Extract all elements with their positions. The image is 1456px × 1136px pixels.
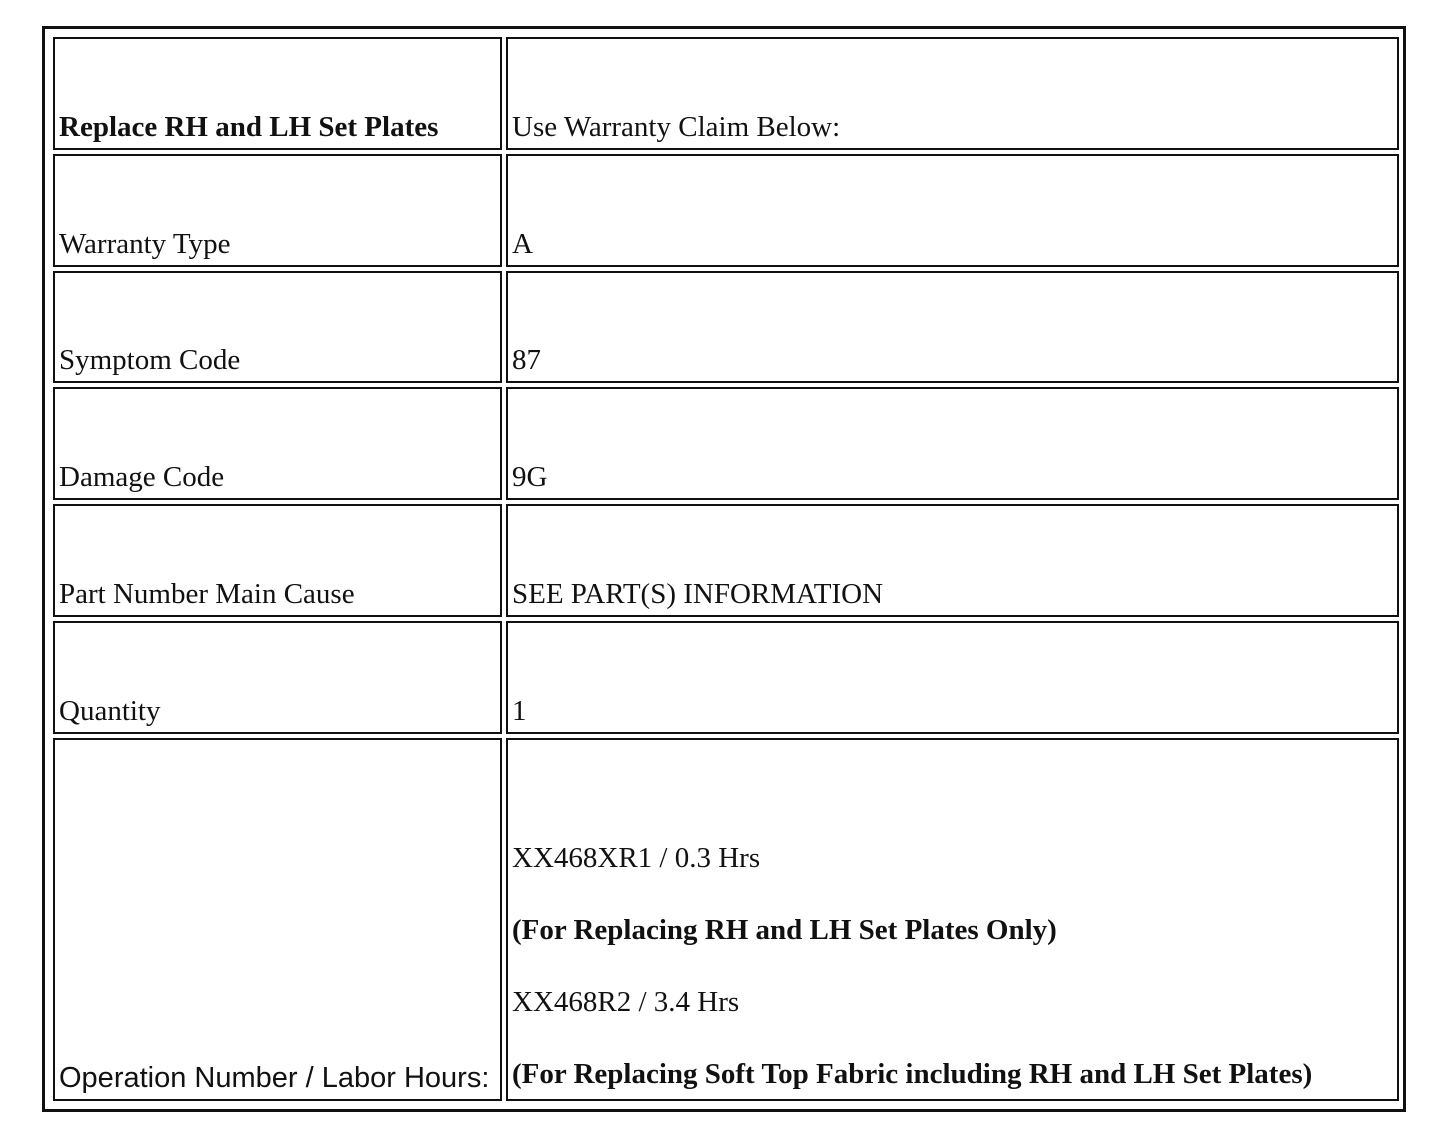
warranty-claim-table [49, 33, 1403, 1105]
part-number-value: SEE PART(S) INFORMATION [506, 504, 1399, 617]
operation-note-1: (For Replacing RH and LH Set Plates Only) [512, 914, 1057, 946]
operation-list [512, 842, 1393, 1091]
warranty-claim-frame [42, 26, 1406, 1112]
table-row [53, 387, 1399, 500]
table-row-operation [53, 738, 1399, 1102]
quantity-label: Quantity [53, 621, 502, 734]
operation-value [506, 738, 1399, 1102]
warranty-type-value: A [506, 154, 1399, 267]
symptom-code-value: 87 [506, 271, 1399, 384]
part-number-label: Part Number Main Cause [53, 504, 502, 617]
warranty-type-label: Warranty Type [53, 154, 502, 267]
table-row-header [53, 37, 1399, 150]
damage-code-value: 9G [506, 387, 1399, 500]
operation-label-text: Operation Number / Labor Hours: [59, 1062, 490, 1094]
operation-code-2: XX468R2 / 3.4 Hrs [512, 986, 740, 1018]
table-row [53, 621, 1399, 734]
operation-code-1: XX468XR1 / 0.3 Hrs [512, 842, 761, 874]
operation-note-2: (For Replacing Soft Top Fabric including RH and LH Set Plates) [512, 1058, 1313, 1090]
table-row [53, 154, 1399, 267]
claim-title: Replace RH and LH Set Plates [53, 37, 502, 150]
table-row [53, 504, 1399, 617]
quantity-value: 1 [506, 621, 1399, 734]
table-row [53, 271, 1399, 384]
damage-code-label: Damage Code [53, 387, 502, 500]
claim-instruction: Use Warranty Claim Below: [506, 37, 1399, 150]
operation-label [53, 738, 502, 1102]
symptom-code-label: Symptom Code [53, 271, 502, 384]
